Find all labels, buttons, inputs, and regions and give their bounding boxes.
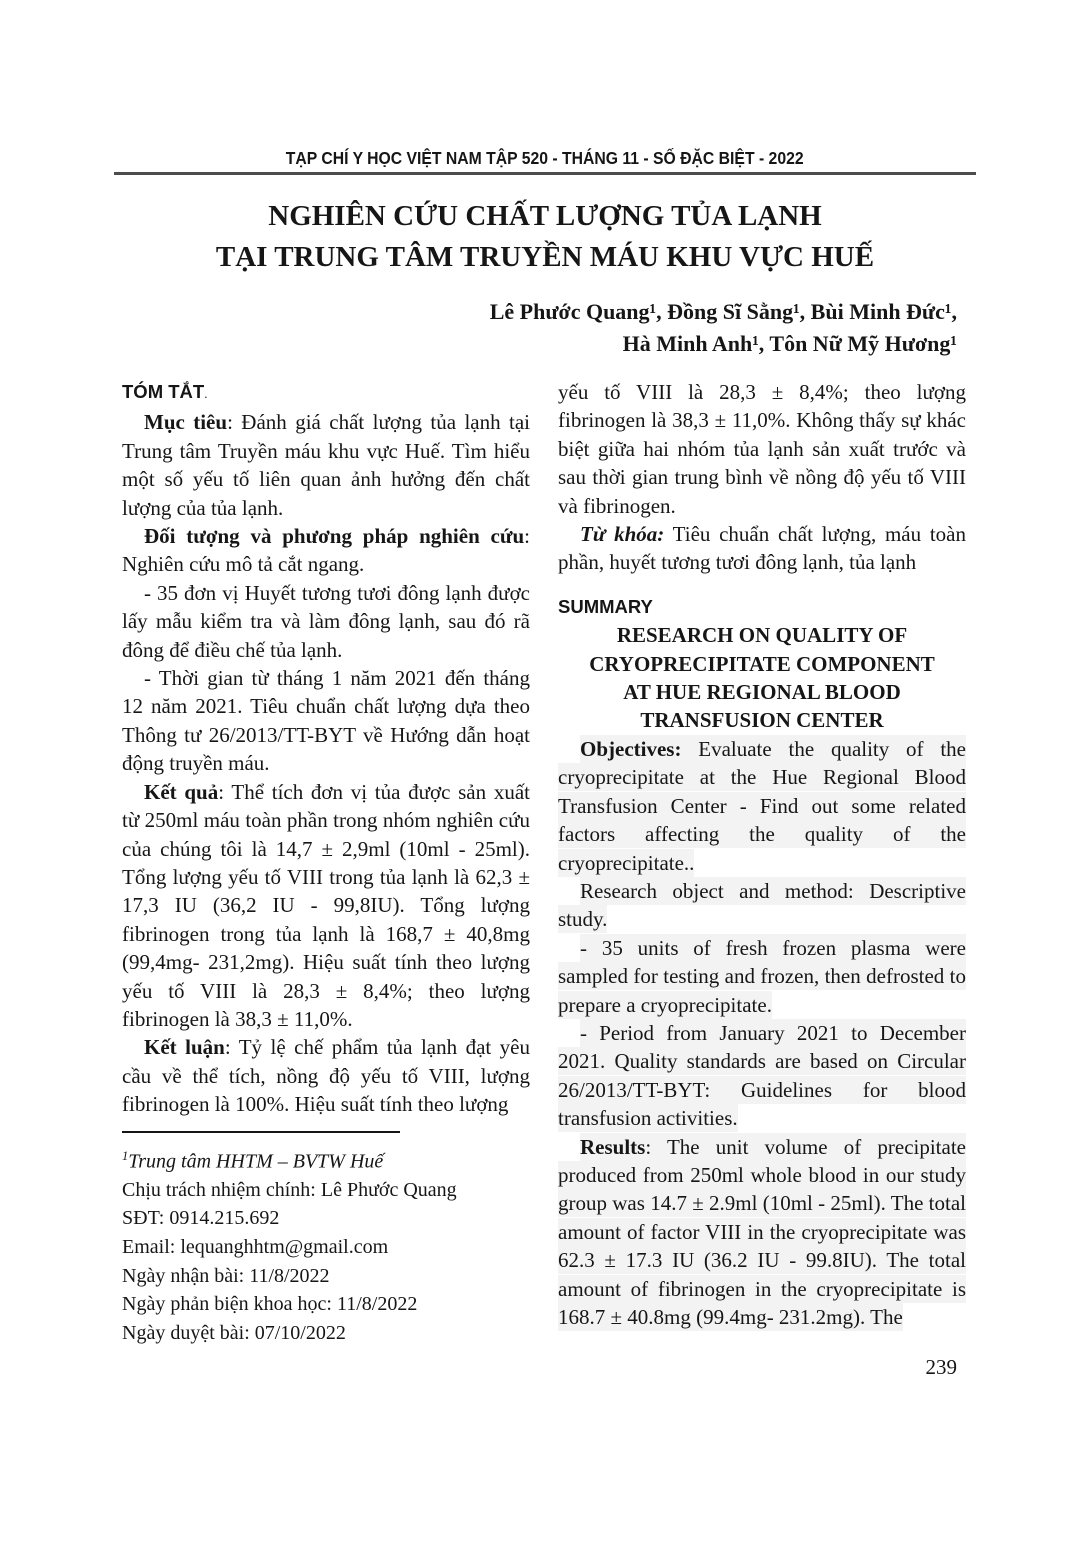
header-divider bbox=[114, 172, 976, 175]
footnote-block bbox=[122, 1131, 530, 1348]
abstract-heading-dot: . bbox=[204, 386, 208, 401]
review-date-line: Ngày phản biện khoa học: 11/8/2022 bbox=[122, 1293, 418, 1316]
paragraph-text: - 35 đơn vị Huyết tương tươi đông lạnh được lấy mẫu kiểm tra và làm đông lạnh, sau đó rã đông để điều chế tủa lạnh. bbox=[122, 580, 530, 662]
article-title-line1: NGHIÊN CỨU CHẤT LƯỢNG TỦA LẠNH bbox=[268, 200, 822, 232]
summary-paragraph bbox=[558, 1019, 966, 1133]
abstract-heading bbox=[122, 378, 530, 408]
article-title bbox=[0, 196, 1090, 278]
paragraph-text: - Thời gian từ tháng 1 năm 2021 đến tháng 12 năm 2021. Tiêu chuẩn chất lượng dựa theo Thông tư 26/2013/TT-BYT về Hướng dẫn hoạt động truyền máu. bbox=[122, 666, 530, 776]
paragraph-text: : The unit volume of precipitate produced from 250ml whole blood in our study group was 14.7 ± 2.9ml (10ml - 25ml). The total amount of factor VIII in the cryoprecipitate was 62.3 ± 17.3 IU (36.2 IU - 99.8IU). The total amount of fibrinogen in the cryoprecipitate is 168.7 ± 40.8mg (99.4mg- 231.2mg). The bbox=[558, 1134, 966, 1329]
english-title-line1: RESEARCH ON QUALITY OF bbox=[616, 623, 908, 648]
summary-paragraph bbox=[558, 1133, 966, 1332]
english-title-line4: TRANSFUSION CENTER bbox=[640, 708, 884, 733]
abstract-continuation-paragraph bbox=[558, 378, 966, 520]
journal-running-head bbox=[0, 147, 1090, 169]
author-line2: Hà Minh Anh¹, Tôn Nữ Mỹ Hương¹ bbox=[622, 331, 957, 356]
abstract-paragraph bbox=[122, 522, 530, 579]
paragraph-lead: Objectives: bbox=[580, 736, 682, 761]
affiliation-marker: 1 bbox=[122, 1148, 129, 1163]
paragraph-lead: Đối tượng và phương pháp nghiên cứu bbox=[144, 524, 525, 549]
keywords-lead: Từ khóa: bbox=[580, 522, 665, 547]
article-title-line2: TẠI TRUNG TÂM TRUYỀN MÁU KHU VỰC HUẾ bbox=[215, 241, 875, 273]
keywords-paragraph bbox=[558, 520, 966, 577]
summary-paragraph bbox=[558, 735, 966, 877]
author-list bbox=[122, 296, 957, 360]
paragraph-text: yếu tố VIII là 28,3 ± 8,4%; theo lượng fibrinogen là 38,3 ± 11,0%. Không thấy sự khác biệt giữa hai nhóm tủa lạnh sản xuất trước và sau thời gian trung bình về nồng độ yếu tố VIII và fibrinogen. bbox=[558, 380, 966, 518]
abstract-paragraph bbox=[122, 408, 530, 522]
summary-paragraph bbox=[558, 934, 966, 1019]
paragraph-text: : Nghiên cứu mô tả cắt ngang. bbox=[122, 524, 530, 577]
abstract-paragraph bbox=[122, 579, 530, 664]
right-column bbox=[558, 378, 966, 1347]
abstract-paragraph bbox=[122, 778, 530, 1034]
keywords-text: Tiêu chuẩn chất lượng, máu toàn phần, huyết tương tươi đông lạnh, tủa lạnh bbox=[558, 522, 966, 575]
paragraph-text: : Đánh giá chất lượng tủa lạnh tại Trung tâm Truyền máu khu vực Huế. Tìm hiểu một số yếu tố liên quan ảnh hưởng đến chất lượng của tủa lạnh. bbox=[122, 410, 530, 520]
accepted-date-line: Ngày duyệt bài: 07/10/2022 bbox=[122, 1321, 346, 1344]
summary-paragraph bbox=[558, 877, 966, 934]
paragraph-text: Research object and method: Descriptive study. bbox=[558, 878, 966, 932]
two-column-body bbox=[122, 378, 966, 1347]
email-line: Email: lequanghhtm@gmail.com bbox=[122, 1236, 389, 1258]
abstract-paragraph bbox=[122, 1033, 530, 1118]
abstract-heading-text: TÓM TẮT bbox=[122, 381, 205, 402]
footnote-divider bbox=[122, 1131, 400, 1133]
english-title-line3: AT HUE REGIONAL BLOOD bbox=[623, 680, 901, 705]
paragraph-lead: Mục tiêu bbox=[144, 410, 228, 435]
paragraph-lead: Results bbox=[580, 1134, 646, 1159]
page-number: 239 bbox=[925, 1355, 957, 1379]
received-date-line: Ngày nhận bài: 11/8/2022 bbox=[122, 1264, 330, 1287]
paragraph-lead: Kết luận bbox=[144, 1035, 225, 1060]
journal-title-text: TẠP CHÍ Y HỌC VIỆT NAM TẬP 520 - THÁNG 11 - SỐ ĐẶC BIỆT - 2022 bbox=[286, 148, 804, 168]
paragraph-lead: Kết quả bbox=[144, 779, 219, 804]
paragraph-text: : Tỷ lệ chế phẩm tủa lạnh đạt yêu cầu về thể tích, nồng độ yếu tố VIII, lượng fibrinogen là 100%. Hiệu suất tính theo lượng bbox=[122, 1035, 531, 1117]
left-column bbox=[122, 378, 530, 1347]
author-line1: Lê Phước Quang¹, Đồng Sĩ Sằng¹, Bùi Minh Đức¹, bbox=[489, 299, 957, 324]
affiliation-line bbox=[122, 1142, 530, 1176]
english-title bbox=[558, 621, 966, 735]
affiliation-text: Trung tâm HHTM – BVTW Huế bbox=[128, 1150, 384, 1173]
paragraph-text: - Period from January 2021 to December 2021. Quality standards are based on Circular 26/2013/TT-BYT: Guidelines for blood transfusion activities. bbox=[558, 1020, 966, 1131]
summary-heading: SUMMARY bbox=[558, 595, 653, 617]
abstract-paragraph bbox=[122, 664, 530, 778]
english-title-line2: CRYOPRECIPITATE COMPONENT bbox=[589, 651, 935, 676]
paragraph-text: : Thể tích đơn vị tủa được sản xuất từ 250ml máu toàn phần trong nhóm nghiên cứu của chúng tôi là 14,7 ± 2,9ml (10ml - 25ml). Tổng lượng yếu tố VIII trong tủa lạnh là 62,3 ± 17,3 IU (36,2 IU - 99,8IU). Tổng lượng fibrinogen trong tủa lạnh là 168,7 ± 40,8mg (99,4mg- 231,2mg). Hiệu suất tính theo lượng yếu tố VIII là 28,3 ± 8,4%; theo lượng fibrinogen là 38,3 ± 11,0%. bbox=[122, 779, 530, 1031]
corresponding-author-line: Chịu trách nhiệm chính: Lê Phước Quang bbox=[122, 1178, 457, 1201]
paragraph-text: Evaluate the quality of the cryoprecipitate at the Hue Regional Blood Transfusion Center - Find out some related factors affecting the quality of the cryoprecipitate.. bbox=[558, 736, 966, 875]
paragraph-text: - 35 units of fresh frozen plasma were sampled for testing and frozen, then defrosted to prepare a cryoprecipitate. bbox=[558, 935, 966, 1017]
phone-line: SĐT: 0914.215.692 bbox=[122, 1207, 280, 1230]
